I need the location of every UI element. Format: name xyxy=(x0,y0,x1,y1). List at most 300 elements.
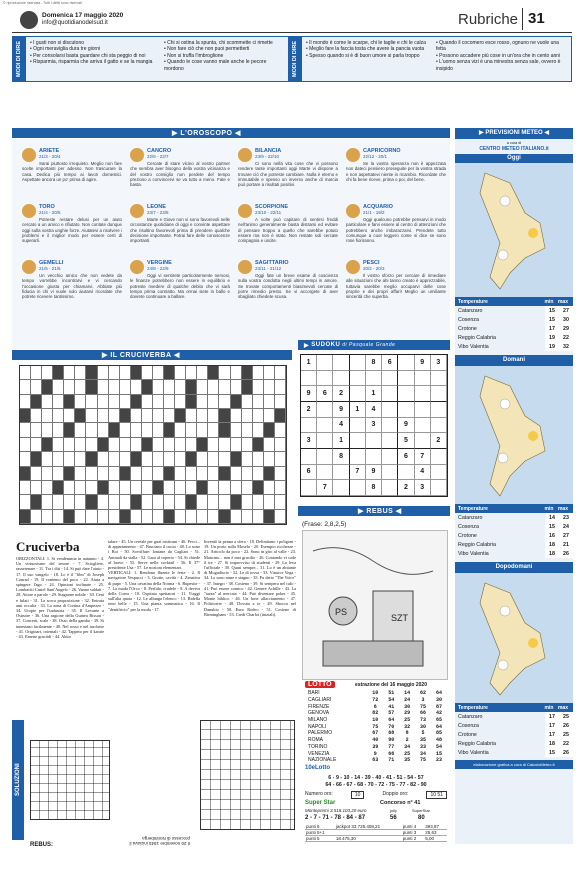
crossword-cell[interactable] xyxy=(219,452,230,466)
sudoku-cell[interactable] xyxy=(317,449,333,465)
crossword-cell[interactable] xyxy=(64,366,75,380)
crossword-cell[interactable] xyxy=(219,409,230,423)
crossword-cell[interactable] xyxy=(197,467,208,481)
crossword-cell[interactable] xyxy=(197,395,208,409)
crossword-cell[interactable] xyxy=(186,423,197,437)
crossword-cell[interactable] xyxy=(275,510,286,524)
sudoku-cell[interactable] xyxy=(431,386,447,402)
crossword-cell[interactable] xyxy=(86,452,97,466)
crossword-cell[interactable] xyxy=(31,495,42,509)
crossword-cell[interactable] xyxy=(253,467,264,481)
crossword-cell[interactable] xyxy=(164,467,175,481)
crossword-cell[interactable] xyxy=(231,452,242,466)
crossword-cell[interactable] xyxy=(20,409,31,423)
crossword-cell[interactable] xyxy=(208,438,219,452)
crossword-cell[interactable] xyxy=(253,395,264,409)
crossword-cell[interactable] xyxy=(131,395,142,409)
crossword-cell[interactable] xyxy=(109,366,120,380)
crossword-cell[interactable] xyxy=(275,481,286,495)
crossword-cell[interactable] xyxy=(175,395,186,409)
crossword-cell[interactable] xyxy=(109,423,120,437)
crossword-cell[interactable] xyxy=(231,495,242,509)
crossword-cell[interactable] xyxy=(75,510,86,524)
crossword-cell[interactable] xyxy=(186,510,197,524)
crossword-cell[interactable] xyxy=(120,423,131,437)
crossword-cell[interactable] xyxy=(20,395,31,409)
crossword-cell[interactable] xyxy=(164,495,175,509)
crossword-cell[interactable] xyxy=(153,495,164,509)
sudoku-cell[interactable] xyxy=(431,465,447,481)
sudoku-cell[interactable] xyxy=(415,402,431,418)
sudoku-cell[interactable]: 3 xyxy=(431,355,447,371)
sudoku-cell[interactable]: 7 xyxy=(317,480,333,496)
crossword-cell[interactable] xyxy=(109,409,120,423)
crossword-cell[interactable] xyxy=(109,467,120,481)
crossword-cell[interactable] xyxy=(120,467,131,481)
crossword-cell[interactable] xyxy=(175,438,186,452)
crossword-cell[interactable] xyxy=(142,438,153,452)
crossword-cell[interactable] xyxy=(142,395,153,409)
crossword-cell[interactable] xyxy=(197,510,208,524)
crossword-cell[interactable] xyxy=(242,467,253,481)
crossword-cell[interactable] xyxy=(197,409,208,423)
sudoku-cell[interactable] xyxy=(366,371,382,387)
crossword-cell[interactable] xyxy=(164,409,175,423)
crossword-cell[interactable] xyxy=(75,366,86,380)
sudoku-cell[interactable]: 1 xyxy=(366,386,382,402)
crossword-cell[interactable] xyxy=(208,452,219,466)
crossword-cell[interactable] xyxy=(208,495,219,509)
crossword-cell[interactable] xyxy=(153,380,164,394)
sudoku-cell[interactable]: 9 xyxy=(301,386,317,402)
crossword-cell[interactable] xyxy=(75,423,86,437)
crossword-cell[interactable] xyxy=(86,423,97,437)
sudoku-cell[interactable]: 3 xyxy=(301,433,317,449)
crossword-cell[interactable] xyxy=(186,395,197,409)
sudoku-cell[interactable]: 2 xyxy=(333,386,349,402)
crossword-cell[interactable] xyxy=(197,366,208,380)
crossword-cell[interactable] xyxy=(208,467,219,481)
crossword-cell[interactable] xyxy=(86,366,97,380)
sudoku-cell[interactable] xyxy=(398,402,414,418)
crossword-cell[interactable] xyxy=(142,510,153,524)
sudoku-cell[interactable] xyxy=(415,386,431,402)
sudoku-cell[interactable]: 7 xyxy=(350,465,366,481)
crossword-cell[interactable] xyxy=(153,409,164,423)
crossword-cell[interactable] xyxy=(120,380,131,394)
crossword-cell[interactable] xyxy=(264,452,275,466)
sudoku-cell[interactable] xyxy=(415,433,431,449)
crossword-cell[interactable] xyxy=(86,481,97,495)
crossword-cell[interactable] xyxy=(31,380,42,394)
crossword-cell[interactable] xyxy=(275,467,286,481)
crossword-cell[interactable] xyxy=(208,380,219,394)
crossword-cell[interactable] xyxy=(20,481,31,495)
sudoku-cell[interactable] xyxy=(333,465,349,481)
crossword-cell[interactable] xyxy=(20,438,31,452)
sudoku-cell[interactable] xyxy=(350,386,366,402)
sudoku-cell[interactable]: 4 xyxy=(366,402,382,418)
crossword-cell[interactable] xyxy=(142,380,153,394)
crossword-cell[interactable] xyxy=(31,395,42,409)
sudoku-cell[interactable] xyxy=(398,386,414,402)
sudoku-cell[interactable] xyxy=(382,449,398,465)
sudoku-cell[interactable]: 8 xyxy=(366,355,382,371)
crossword-cell[interactable] xyxy=(231,423,242,437)
crossword-cell[interactable] xyxy=(42,452,53,466)
crossword-cell[interactable] xyxy=(264,438,275,452)
crossword-cell[interactable] xyxy=(231,380,242,394)
crossword-cell[interactable] xyxy=(219,423,230,437)
crossword-cell[interactable] xyxy=(142,481,153,495)
crossword-cell[interactable] xyxy=(153,452,164,466)
sudoku-cell[interactable] xyxy=(317,371,333,387)
crossword-cell[interactable] xyxy=(219,510,230,524)
sudoku-cell[interactable]: 5 xyxy=(398,433,414,449)
crossword-cell[interactable] xyxy=(197,495,208,509)
crossword-cell[interactable] xyxy=(142,423,153,437)
crossword-cell[interactable] xyxy=(219,438,230,452)
crossword-cell[interactable] xyxy=(75,395,86,409)
crossword-cell[interactable] xyxy=(219,467,230,481)
sudoku-cell[interactable] xyxy=(350,480,366,496)
crossword-cell[interactable] xyxy=(186,438,197,452)
sudoku-cell[interactable] xyxy=(366,449,382,465)
crossword-cell[interactable] xyxy=(186,409,197,423)
crossword-cell[interactable] xyxy=(197,438,208,452)
sudoku-cell[interactable]: 9 xyxy=(398,418,414,434)
crossword-cell[interactable] xyxy=(98,395,109,409)
crossword-cell[interactable] xyxy=(231,395,242,409)
sudoku-cell[interactable] xyxy=(333,355,349,371)
crossword-cell[interactable] xyxy=(98,380,109,394)
crossword-cell[interactable] xyxy=(208,366,219,380)
sudoku-cell[interactable]: 3 xyxy=(415,480,431,496)
crossword-cell[interactable] xyxy=(20,495,31,509)
crossword-cell[interactable] xyxy=(153,438,164,452)
crossword-cell[interactable] xyxy=(186,481,197,495)
crossword-cell[interactable] xyxy=(20,423,31,437)
sudoku-cell[interactable] xyxy=(431,418,447,434)
sudoku-cell[interactable] xyxy=(333,371,349,387)
crossword-cell[interactable] xyxy=(142,452,153,466)
crossword-cell[interactable] xyxy=(153,481,164,495)
sudoku-cell[interactable] xyxy=(301,480,317,496)
crossword-cell[interactable] xyxy=(253,409,264,423)
crossword-cell[interactable] xyxy=(64,452,75,466)
crossword-cell[interactable] xyxy=(275,395,286,409)
crossword-cell[interactable] xyxy=(175,423,186,437)
crossword-cell[interactable] xyxy=(86,409,97,423)
crossword-cell[interactable] xyxy=(142,495,153,509)
crossword-cell[interactable] xyxy=(231,510,242,524)
crossword-cell[interactable] xyxy=(64,510,75,524)
sudoku-cell[interactable]: 1 xyxy=(333,433,349,449)
crossword-cell[interactable] xyxy=(175,495,186,509)
crossword-cell[interactable] xyxy=(131,438,142,452)
crossword-cell[interactable] xyxy=(242,423,253,437)
crossword-cell[interactable] xyxy=(175,467,186,481)
crossword-cell[interactable] xyxy=(98,438,109,452)
crossword-cell[interactable] xyxy=(53,452,64,466)
crossword-cell[interactable] xyxy=(75,495,86,509)
crossword-cell[interactable] xyxy=(175,510,186,524)
crossword-cell[interactable] xyxy=(53,366,64,380)
crossword-cell[interactable] xyxy=(42,467,53,481)
crossword-cell[interactable] xyxy=(64,409,75,423)
crossword-cell[interactable] xyxy=(86,380,97,394)
crossword-cell[interactable] xyxy=(197,380,208,394)
crossword-cell[interactable] xyxy=(31,510,42,524)
sudoku-cell[interactable] xyxy=(350,433,366,449)
crossword-cell[interactable] xyxy=(275,438,286,452)
crossword-cell[interactable] xyxy=(86,467,97,481)
crossword-cell[interactable] xyxy=(231,366,242,380)
crossword-cell[interactable] xyxy=(53,380,64,394)
crossword-cell[interactable] xyxy=(264,366,275,380)
crossword-cell[interactable] xyxy=(131,366,142,380)
crossword-cell[interactable] xyxy=(197,452,208,466)
crossword-cell[interactable] xyxy=(120,510,131,524)
crossword-cell[interactable] xyxy=(64,467,75,481)
crossword-cell[interactable] xyxy=(120,366,131,380)
crossword-cell[interactable] xyxy=(86,510,97,524)
crossword-cell[interactable] xyxy=(208,423,219,437)
crossword-cell[interactable] xyxy=(98,510,109,524)
crossword-cell[interactable] xyxy=(131,380,142,394)
crossword-cell[interactable] xyxy=(42,380,53,394)
crossword-cell[interactable] xyxy=(264,510,275,524)
crossword-cell[interactable] xyxy=(131,481,142,495)
crossword-cell[interactable] xyxy=(186,467,197,481)
crossword-cell[interactable] xyxy=(242,495,253,509)
crossword-cell[interactable] xyxy=(75,409,86,423)
crossword-cell[interactable] xyxy=(142,467,153,481)
crossword-cell[interactable] xyxy=(153,510,164,524)
crossword-cell[interactable] xyxy=(231,409,242,423)
sudoku-cell[interactable] xyxy=(301,371,317,387)
crossword-cell[interactable] xyxy=(208,510,219,524)
sudoku-cell[interactable]: 9 xyxy=(333,402,349,418)
crossword-cell[interactable] xyxy=(98,495,109,509)
crossword-cell[interactable] xyxy=(253,438,264,452)
crossword-cell[interactable] xyxy=(20,380,31,394)
crossword-cell[interactable] xyxy=(75,452,86,466)
sudoku-cell[interactable]: 2 xyxy=(398,480,414,496)
crossword-cell[interactable] xyxy=(120,452,131,466)
crossword-cell[interactable] xyxy=(264,395,275,409)
sudoku-cell[interactable]: 4 xyxy=(333,418,349,434)
crossword-cell[interactable] xyxy=(164,380,175,394)
crossword-cell[interactable] xyxy=(86,395,97,409)
sudoku-cell[interactable] xyxy=(317,355,333,371)
crossword-cell[interactable] xyxy=(164,452,175,466)
crossword-cell[interactable] xyxy=(98,409,109,423)
sudoku-cell[interactable]: 8 xyxy=(333,449,349,465)
crossword-cell[interactable] xyxy=(75,481,86,495)
sudoku-cell[interactable]: 3 xyxy=(366,418,382,434)
crossword-cell[interactable] xyxy=(42,409,53,423)
crossword-cell[interactable] xyxy=(264,409,275,423)
crossword-cell[interactable] xyxy=(120,395,131,409)
crossword-cell[interactable] xyxy=(31,438,42,452)
crossword-cell[interactable] xyxy=(175,481,186,495)
crossword-cell[interactable] xyxy=(264,423,275,437)
crossword-cell[interactable] xyxy=(253,366,264,380)
sudoku-cell[interactable] xyxy=(350,355,366,371)
sudoku-cell[interactable]: 4 xyxy=(415,465,431,481)
crossword-cell[interactable] xyxy=(164,510,175,524)
crossword-cell[interactable] xyxy=(20,467,31,481)
crossword-cell[interactable] xyxy=(253,510,264,524)
crossword-cell[interactable] xyxy=(53,481,64,495)
crossword-cell[interactable] xyxy=(109,438,120,452)
crossword-cell[interactable] xyxy=(242,481,253,495)
sudoku-cell[interactable]: 2 xyxy=(301,402,317,418)
crossword-cell[interactable] xyxy=(64,481,75,495)
crossword-cell[interactable] xyxy=(31,409,42,423)
sudoku-cell[interactable] xyxy=(350,449,366,465)
crossword-cell[interactable] xyxy=(242,380,253,394)
crossword-cell[interactable] xyxy=(120,438,131,452)
crossword-cell[interactable] xyxy=(242,452,253,466)
crossword-cell[interactable] xyxy=(253,452,264,466)
crossword-cell[interactable] xyxy=(64,380,75,394)
crossword-cell[interactable] xyxy=(120,409,131,423)
crossword-cell[interactable] xyxy=(164,366,175,380)
crossword-cell[interactable] xyxy=(20,510,31,524)
crossword-cell[interactable] xyxy=(109,452,120,466)
crossword-cell[interactable] xyxy=(109,495,120,509)
crossword-cell[interactable] xyxy=(264,495,275,509)
crossword-cell[interactable] xyxy=(42,438,53,452)
crossword-cell[interactable] xyxy=(42,423,53,437)
crossword-cell[interactable] xyxy=(20,452,31,466)
crossword-cell[interactable] xyxy=(275,423,286,437)
sudoku-cell[interactable] xyxy=(382,433,398,449)
sudoku-cell[interactable] xyxy=(350,418,366,434)
sudoku-cell[interactable]: 6 xyxy=(398,449,414,465)
crossword-cell[interactable] xyxy=(98,366,109,380)
crossword-cell[interactable] xyxy=(120,495,131,509)
sudoku-cell[interactable] xyxy=(382,480,398,496)
sudoku-cell[interactable] xyxy=(317,418,333,434)
crossword-cell[interactable] xyxy=(64,395,75,409)
crossword-cell[interactable] xyxy=(175,452,186,466)
crossword-cell[interactable] xyxy=(186,380,197,394)
crossword-cell[interactable] xyxy=(64,423,75,437)
crossword-cell[interactable] xyxy=(275,380,286,394)
crossword-cell[interactable] xyxy=(264,380,275,394)
sudoku-cell[interactable] xyxy=(317,465,333,481)
sudoku-cell[interactable] xyxy=(382,402,398,418)
crossword-cell[interactable] xyxy=(219,395,230,409)
sudoku-cell[interactable] xyxy=(382,418,398,434)
crossword-cell[interactable] xyxy=(164,481,175,495)
crossword-cell[interactable] xyxy=(231,438,242,452)
sudoku-cell[interactable]: 2 xyxy=(431,433,447,449)
sudoku-cell[interactable]: 9 xyxy=(415,355,431,371)
sudoku-cell[interactable] xyxy=(301,449,317,465)
sudoku-cell[interactable]: 1 xyxy=(301,355,317,371)
crossword-cell[interactable] xyxy=(98,481,109,495)
sudoku-cell[interactable] xyxy=(317,433,333,449)
crossword-cell[interactable] xyxy=(142,366,153,380)
crossword-cell[interactable] xyxy=(75,467,86,481)
crossword-cell[interactable] xyxy=(208,481,219,495)
crossword-cell[interactable] xyxy=(98,467,109,481)
crossword-cell[interactable] xyxy=(208,409,219,423)
crossword-cell[interactable] xyxy=(53,409,64,423)
crossword-cell[interactable] xyxy=(242,409,253,423)
crossword-cell[interactable] xyxy=(253,481,264,495)
crossword-cell[interactable] xyxy=(264,481,275,495)
sudoku-cell[interactable] xyxy=(382,386,398,402)
crossword-cell[interactable] xyxy=(153,395,164,409)
crossword-cell[interactable] xyxy=(53,467,64,481)
crossword-cell[interactable] xyxy=(53,395,64,409)
crossword-cell[interactable] xyxy=(109,481,120,495)
crossword-cell[interactable] xyxy=(31,467,42,481)
crossword-cell[interactable] xyxy=(242,438,253,452)
crossword-cell[interactable] xyxy=(153,467,164,481)
crossword-cell[interactable] xyxy=(31,481,42,495)
crossword-cell[interactable] xyxy=(131,409,142,423)
sudoku-cell[interactable]: 1 xyxy=(350,402,366,418)
crossword-cell[interactable] xyxy=(20,366,31,380)
crossword-cell[interactable] xyxy=(131,452,142,466)
crossword-cell[interactable] xyxy=(53,510,64,524)
crossword-cell[interactable] xyxy=(53,495,64,509)
crossword-cell[interactable] xyxy=(86,495,97,509)
crossword-cell[interactable] xyxy=(253,380,264,394)
crossword-cell[interactable] xyxy=(86,438,97,452)
sudoku-cell[interactable] xyxy=(317,402,333,418)
sudoku-cell[interactable]: 7 xyxy=(415,449,431,465)
sudoku-cell[interactable]: 9 xyxy=(366,465,382,481)
crossword-cell[interactable] xyxy=(75,438,86,452)
crossword-cell[interactable] xyxy=(197,423,208,437)
crossword-cell[interactable] xyxy=(42,366,53,380)
crossword-cell[interactable] xyxy=(219,366,230,380)
crossword-cell[interactable] xyxy=(275,366,286,380)
crossword-cell[interactable] xyxy=(186,366,197,380)
crossword-cell[interactable] xyxy=(120,481,131,495)
sudoku-cell[interactable] xyxy=(431,480,447,496)
crossword-cell[interactable] xyxy=(186,452,197,466)
crossword-cell[interactable] xyxy=(64,438,75,452)
crossword-cell[interactable] xyxy=(153,366,164,380)
crossword-cell[interactable] xyxy=(275,409,286,423)
crossword-cell[interactable] xyxy=(231,467,242,481)
sudoku-cell[interactable] xyxy=(301,418,317,434)
crossword-cell[interactable] xyxy=(42,495,53,509)
crossword-cell[interactable] xyxy=(242,510,253,524)
crossword-cell[interactable] xyxy=(264,467,275,481)
crossword-cell[interactable] xyxy=(164,423,175,437)
sudoku-cell[interactable] xyxy=(333,480,349,496)
crossword-cell[interactable] xyxy=(153,423,164,437)
sudoku-cell[interactable] xyxy=(398,465,414,481)
sudoku-cell[interactable] xyxy=(382,371,398,387)
sudoku-cell[interactable] xyxy=(398,355,414,371)
crossword-cell[interactable] xyxy=(131,467,142,481)
crossword-cell[interactable] xyxy=(197,481,208,495)
crossword-cell[interactable] xyxy=(131,423,142,437)
crossword-cell[interactable] xyxy=(53,438,64,452)
crossword-cell[interactable] xyxy=(109,510,120,524)
crossword-cell[interactable] xyxy=(164,395,175,409)
